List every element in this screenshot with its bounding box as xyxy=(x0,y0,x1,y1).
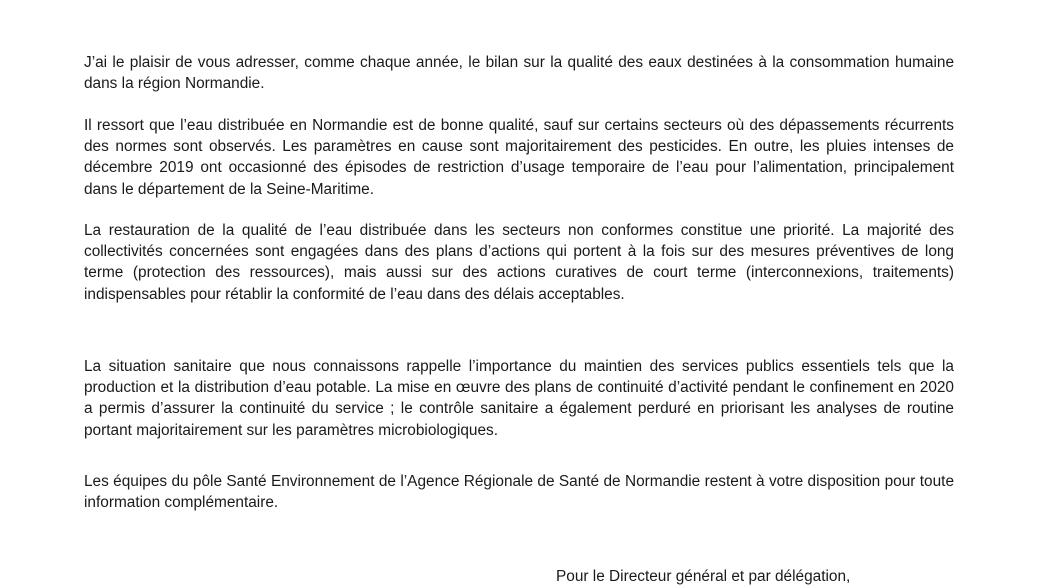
signature-line: Pour le Directeur général et par délégation, xyxy=(556,568,851,585)
paragraph-closing: Les équipes du pôle Santé Environnement de l’Agence Régionale de Santé de Normandie restent à votre disposition pour toute information complémentaire. xyxy=(84,473,954,512)
paragraph-sanitary-situation: La situation sanitaire que nous connaissons rappelle l’importance du maintien des services publics essentiels tels que la production et la distribution d’eau potable. La mise en œuvre des plans de continuité d’activité pendant le confinement en 2020 a permis d’assurer la continuité du service ; le contrôle sanitaire a également perduré en priorisant les analyses de routine portant majoritairement sur les paramètres microbiologiques. xyxy=(84,358,954,439)
paragraph-water-quality: Il ressort que l’eau distribuée en Normandie est de bonne qualité, sauf sur certains secteurs où des dépassements récurrents des normes sont observés. Les paramètres en cause sont majoritairement des pesticides. En outre, les pluies intenses de décembre 2019 ont occasionné des épisodes de restriction d’usage temporaire de l’eau pour l’alimentation, principalement dans le département de la Seine-Maritime. xyxy=(84,117,954,198)
paragraph-intro: J’ai le plaisir de vous adresser, comme chaque année, le bilan sur la qualité des eaux destinées à la consommation humaine dans la région Normandie. xyxy=(84,54,954,93)
paragraph-restoration: La restauration de la qualité de l’eau distribuée dans les secteurs non conformes constitue une priorité. La majorité des collectivités concernées sont engagées dans des plans d’actions qui portent à la fois sur des mesures préventives de long terme (protection des ressources), mais aussi sur des actions curatives de court terme (interconnexions, traitements) indispensables pour rétablir la conformité de l’eau dans des délais acceptables. xyxy=(84,222,954,303)
